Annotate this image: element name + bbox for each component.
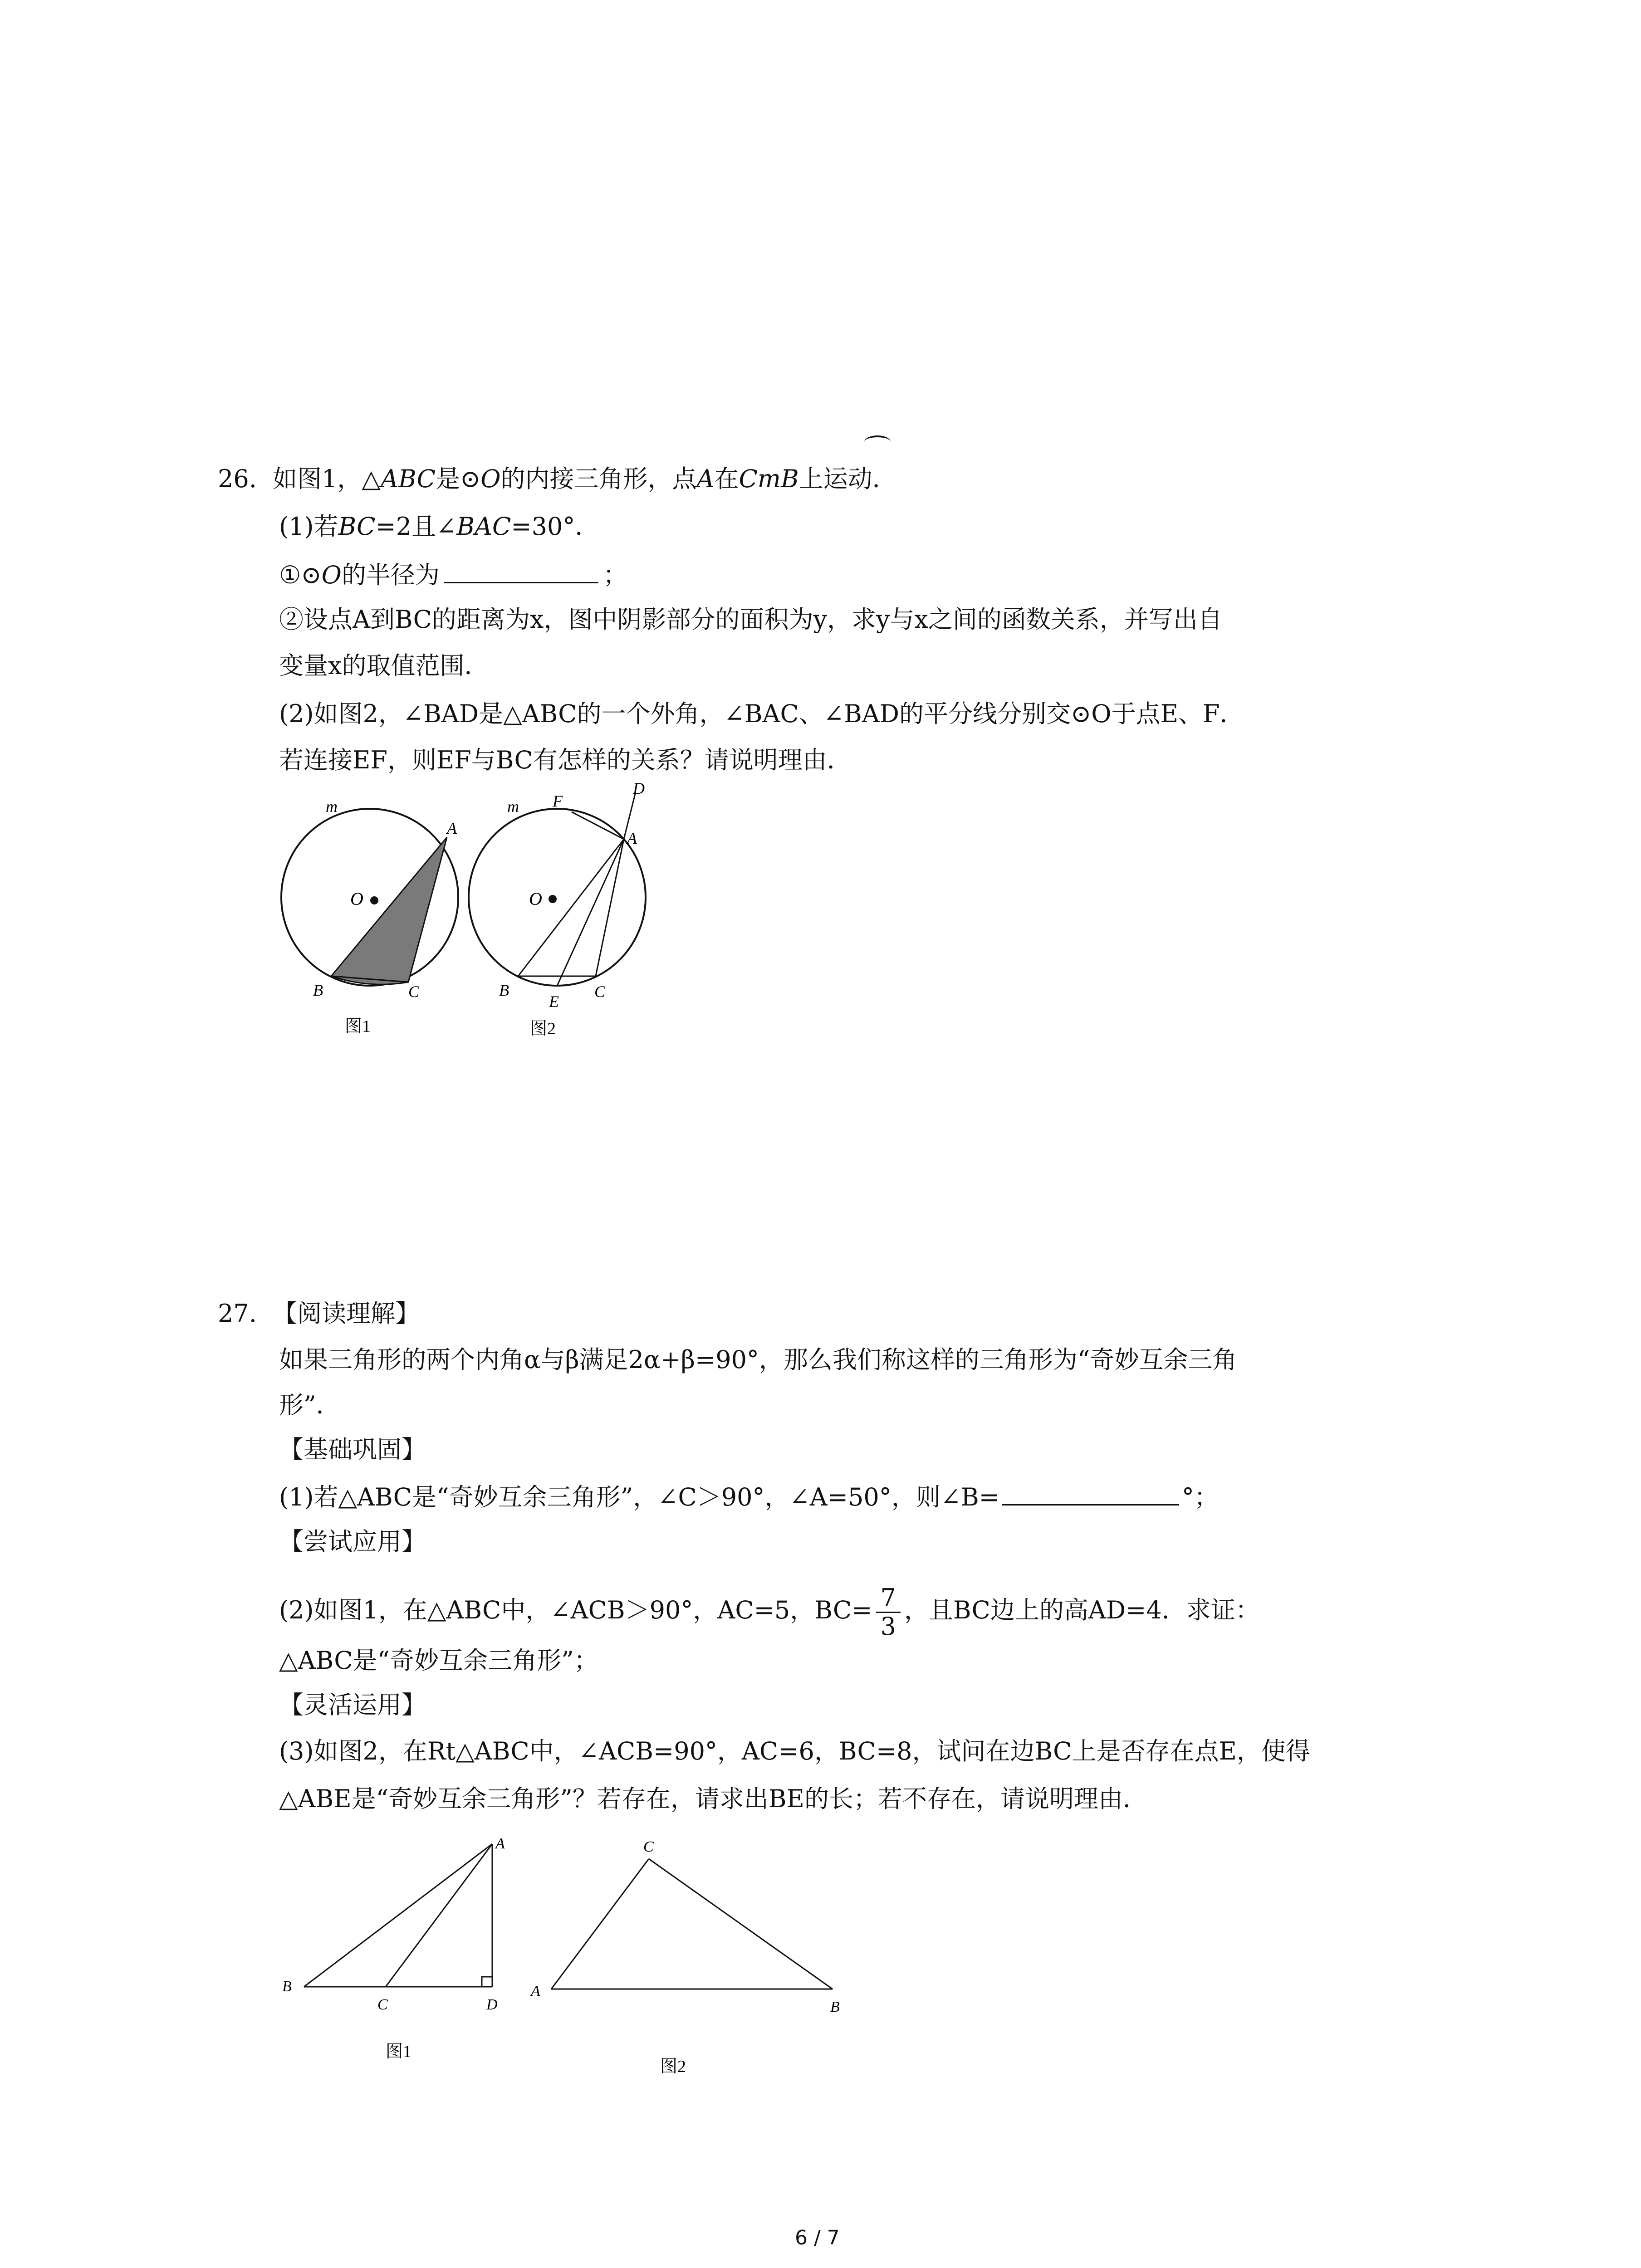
q26-sub1: ①⊙O的半径为 ； bbox=[279, 561, 627, 589]
q26-figure-2 bbox=[469, 780, 646, 1038]
q27-intro-line1: 如果三角形的两个内角α与β满足2α+β=90°，那么我们称这样的三角形为“奇妙互余三角 bbox=[279, 1345, 1237, 1374]
svg-text:m: m bbox=[507, 797, 519, 816]
fraction-7-3: $\frac{7}{3}$ bbox=[876, 1584, 901, 1640]
q27-part2-line2: △ABC是“奇妙互余三角形”； bbox=[279, 1646, 598, 1675]
q27-heading-apply: 【灵活运用】 bbox=[279, 1691, 426, 1719]
svg-text:B: B bbox=[282, 1978, 292, 1995]
q26-figures bbox=[272, 780, 681, 1052]
answer-blank[interactable] bbox=[444, 564, 598, 583]
svg-text:C: C bbox=[643, 1838, 654, 1855]
label-c: C bbox=[408, 982, 420, 1001]
label-a: A bbox=[447, 819, 457, 837]
circle-o-fig2 bbox=[469, 809, 646, 986]
q27-figure-1 bbox=[282, 1835, 505, 2061]
q27-part3-line2: △ABE是“奇妙互余三角形”？若存在，请求出BE的长；若不存在，请说明理由． bbox=[279, 1784, 1147, 1813]
svg-text:F: F bbox=[553, 792, 563, 810]
q27-fig1-caption: 图1 bbox=[386, 2042, 412, 2061]
arc-symbol bbox=[864, 435, 891, 448]
q26-figure-1 bbox=[281, 797, 458, 1036]
svg-text:D: D bbox=[486, 1996, 498, 2013]
fig1-caption: 图1 bbox=[345, 1017, 371, 1036]
q26-sub2-line2: 变量x的取值范围． bbox=[279, 651, 489, 680]
svg-text:E: E bbox=[549, 992, 559, 1011]
q27-heading-basic: 【基础巩固】 bbox=[279, 1435, 426, 1464]
q26-part1: (1)若BC=2且∠BAC=30°． bbox=[279, 512, 600, 541]
q27-number: 27. bbox=[218, 1299, 257, 1328]
fig2-caption: 图2 bbox=[530, 1019, 556, 1038]
page-number: 6 / 7 bbox=[795, 2226, 840, 2249]
center-dot-fig2 bbox=[549, 895, 557, 903]
q26-sub2-line1: ②设点A到BC的距离为x，图中阴影部分的面积为y，求y与x之间的函数关系，并写出自 bbox=[279, 605, 1222, 634]
label-m: m bbox=[326, 797, 338, 816]
q27-part1: (1)若△ABC是“奇妙互余三角形”，∠C＞90°，∠A=50°，则∠B= °； bbox=[279, 1483, 1219, 1511]
q26-part2-line1: (2)如图2，∠BAD是△ABC的一个外角，∠BAC、∠BAD的平分线分别交⊙O于点E、F． bbox=[279, 699, 1244, 728]
svg-text:D: D bbox=[633, 780, 645, 797]
svg-text:B: B bbox=[499, 981, 509, 999]
svg-text:A: A bbox=[495, 1835, 505, 1852]
svg-text:O: O bbox=[529, 889, 542, 909]
svg-text:A: A bbox=[627, 829, 637, 847]
q27-figures bbox=[272, 1823, 907, 2096]
q26-part2-line2: 若连接EF，则EF与BC有怎样的关系？请说明理由． bbox=[279, 746, 852, 774]
center-dot-fig1 bbox=[370, 896, 378, 904]
q27-heading-try: 【尝试应用】 bbox=[279, 1527, 426, 1556]
svg-text:A: A bbox=[531, 1983, 540, 1999]
answer-blank-b[interactable] bbox=[1002, 1486, 1179, 1505]
q27-intro-line2: 形”． bbox=[279, 1391, 341, 1419]
svg-text:C: C bbox=[594, 982, 606, 1001]
q27-header: 27. 【阅读理解】 bbox=[218, 1299, 420, 1328]
shaded-region bbox=[331, 837, 447, 982]
q27-part3-line1: (3)如图2，在Rt△ABC中，∠ACB=90°，AC=6，BC=8，试问在边BC上是否存在点E，使得 bbox=[279, 1737, 1310, 1765]
svg-text:C: C bbox=[377, 1996, 388, 2013]
q27-part2-line1: (2)如图1，在△ABC中，∠ACB＞90°，AC=5，BC= $\frac{7}{3}$ ，且BC边上的高AD=4．求证： bbox=[279, 1583, 1260, 1641]
q26-stem: 26. 如图1，△ABC是⊙O的内接三角形，点A在CmB上运动． bbox=[218, 464, 897, 493]
q27-figure-2 bbox=[530, 1838, 840, 2076]
label-o: O bbox=[350, 889, 363, 909]
q26-number: 26. bbox=[218, 464, 257, 493]
svg-text:B: B bbox=[830, 1999, 840, 2015]
label-b: B bbox=[313, 981, 323, 999]
q27-fig2-caption: 图2 bbox=[660, 2057, 686, 2076]
